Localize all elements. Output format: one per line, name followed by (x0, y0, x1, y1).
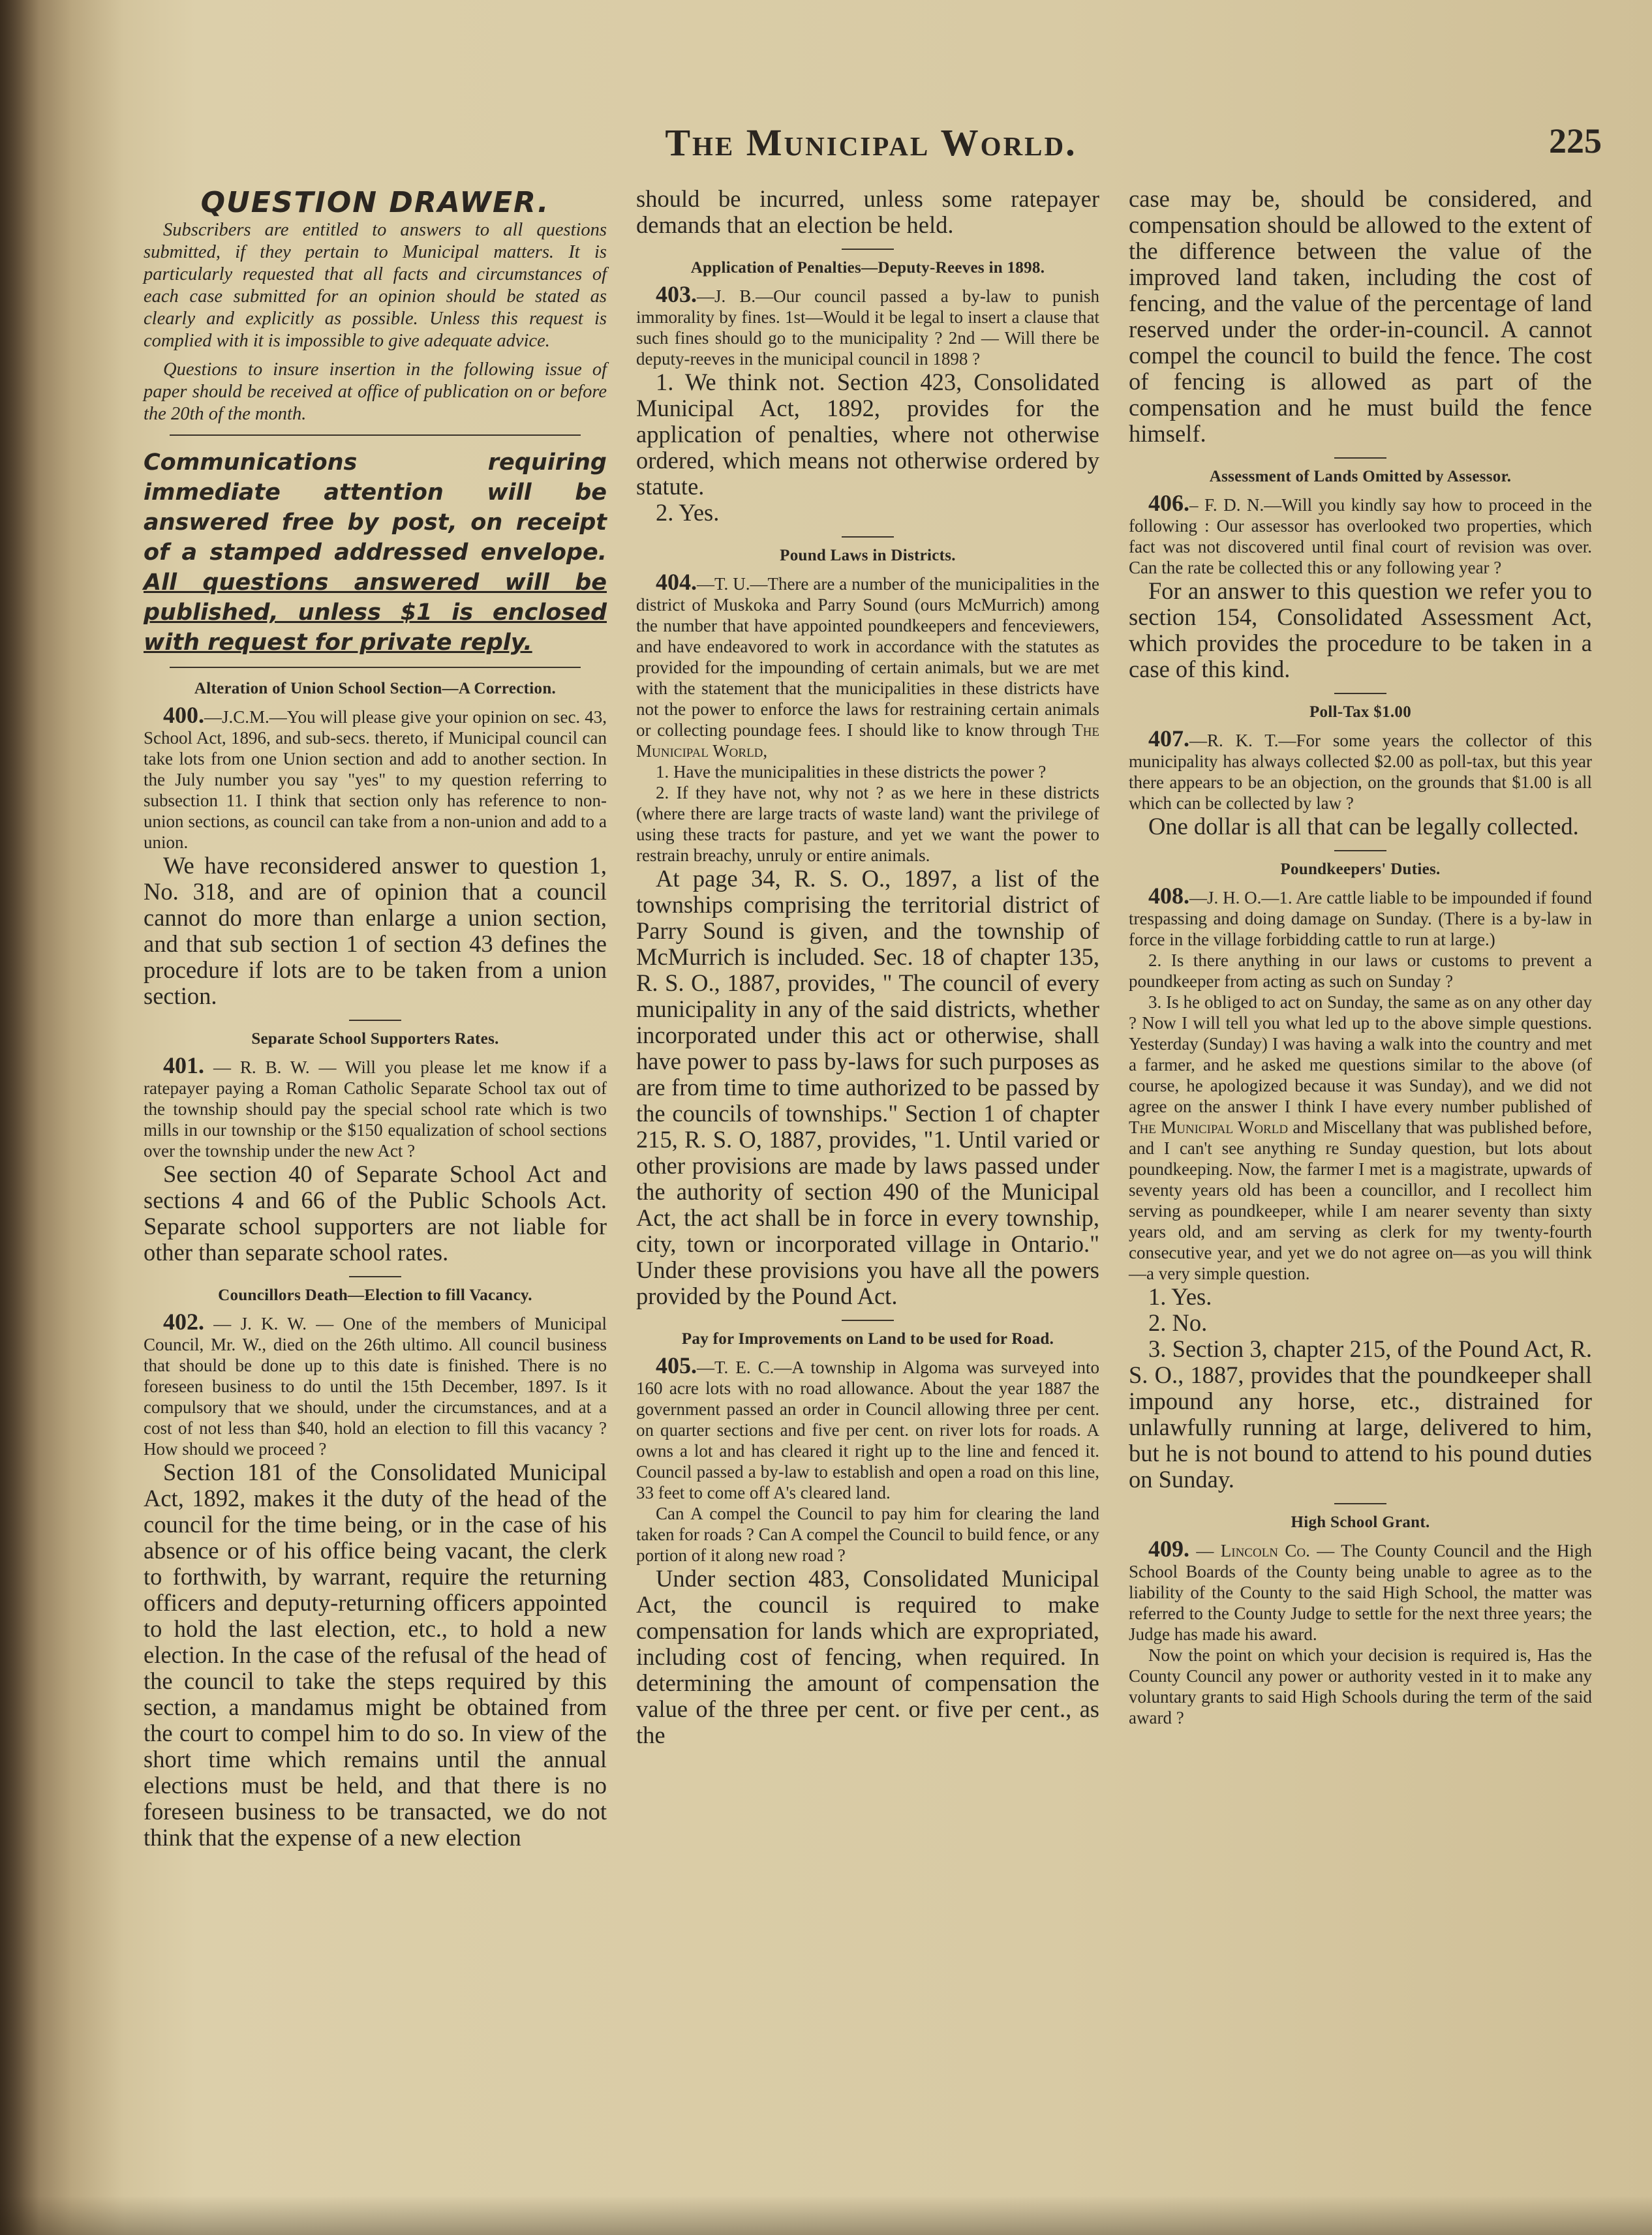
question-heading-401: Separate School Supporters Rates. (251, 1030, 499, 1048)
question-number: 405. (656, 1352, 697, 1378)
deadline-notice: Questions to insure insertion in the following issue of paper should be received at office of publication on or before the 20th of the month. (144, 359, 607, 424)
answer-402-continued: should be incurred, unless some ratepayer demands that an election be held. (636, 185, 1099, 238)
column-3 (1129, 186, 1592, 1728)
question-406 (1129, 490, 1592, 578)
question-text: 3. Is he obliged to act on Sunday, the same as on any other day ? Now I will tell you what led up to the above simple questions. Yesterday (Sunday) I was having a walk into the country and met a farmer, and he asked me questions similar to the above (of course, he apologized because it was Sunday), and we did not agree on the answer I think I have every number published of (1129, 992, 1592, 1116)
question-text: — R. B. W. — Will you please let me know if a ratepayer paying a Roman Catholic Separate School tax out of the township should pay the special school rate which is two mills in our township or the $150 equalization of school sections over the township under the new Act ? (144, 1057, 607, 1161)
question-text: — The County Council and the High School Boards of the County being unable to agree as to the liability of the County to the said High School, the matter was referred to the County Judge to settle for the next three years; the Judge has made his award. (1129, 1541, 1593, 1644)
publication-title: The Municipal World. (665, 121, 1077, 164)
divider (842, 536, 894, 538)
question-408 (1129, 885, 1592, 950)
question-405-part-2: Can A compel the Council to pay him for clearing the land taken for roads ? Can A compel the Council to build fence, or any portion of it along new road ? (636, 1504, 1099, 1565)
answer-402: Section 181 of the Consolidated Municipal Act, 1892, makes it the duty of the head of the council for the time being, or in the case of his absence or of his office being vacant, the clerk to forthwith, by warrant, require the returning officers and deputy-returning officers appointed to hold the last election, etc., to hold a new election. In the case of the refusal of the head of the council to take the steps required by this section, a mandamus might be obtained from the court to compel him to do so. In view of the short time which remains until the annual elections must be held, and that there is no foreseen business to be transacted, we do not think that the expense of a new election (144, 1459, 607, 1851)
question-408-part-3 (1129, 992, 1592, 1284)
publication-name: The Municipal World, (636, 720, 1099, 761)
answer-401: See section 40 of Separate School Act and sections 4 and 66 of the Public Schools Act. Separate school supporters are not liable for other than separate school rates. (144, 1161, 607, 1266)
question-408-part-2: 2. Is there anything in our laws or customs to prevent a poundkeeper from acting as such on Sunday ? (1129, 950, 1592, 991)
answer-405: Under section 483, Consolidated Municipal Act, the council is required to make compensation for lands which are expropriated, including cost of fencing, when required. In determining the amount of compensation the value of the three per cent. or five per cent., as the (636, 1565, 1099, 1748)
question-heading-405: Pay for Improvements on Land to be used for Road. (681, 1330, 1054, 1348)
question-text: —T. E. C.—A township in Algoma was surveyed into 160 acre lots with no road allowance. About the year 1887 the government passed an order in Council allowing three per cent. on quarter sections and five per cent. on river lots for roads. A owns a lot and has cleared it right up to the line and fenced it. Council passed a by-law to establish and open a road on this line, 33 feet to come off A's cleared land. (636, 1358, 1099, 1502)
question-heading-400: Alteration of Union School Section—A Correction. (194, 680, 557, 697)
question-number: 408. (1148, 883, 1189, 909)
answer-403-part-2: 2. Yes. (656, 499, 720, 526)
column-1 (144, 186, 607, 1851)
divider (842, 1320, 894, 1321)
question-number: 402. (163, 1309, 204, 1335)
question-401 (144, 1052, 607, 1161)
running-header (140, 121, 1602, 166)
question-407 (1129, 725, 1592, 813)
publication-name: The Municipal World (1129, 1118, 1289, 1137)
divider (1334, 693, 1386, 694)
answer-408-part-3: 3. Section 3, chapter 215, of the Pound Act, R. S. O., 1887, provides that the poundkeeper shall impound any horse, etc., distrained for unlawfully running at large, delivered to him, but he is not bound to attend to his pound duties on Sunday. (1129, 1335, 1592, 1493)
answer-406: For an answer to this question we refer you to section 154, Consolidated Assessment Act, which provides the procedure to be taken in a case of this kind. (1129, 577, 1592, 682)
divider (1334, 457, 1386, 459)
binding-gutter (0, 0, 39, 2235)
question-number: 407. (1148, 725, 1189, 752)
question-404-part-1: 1. Have the municipalities in these districts the power ? (656, 762, 1047, 782)
question-409: 409. — Lincoln Co. — The County Council and the High School Boards of the County being unable to agree as to the liability of the County to the said High School, the matter was referred to the County Judge to settle for the next three years; the Judge has made his award. (1129, 1536, 1593, 1644)
answer-407: One dollar is all that can be legally collected. (1148, 813, 1579, 840)
question-404-part-2: 2. If they have not, why not ? as we here in these districts (where there are large tracts of waste land) want the privilege of using these tracts for pasture, and yet we want the power to restrain breachy, unruly or entire animals. (636, 783, 1099, 865)
answer-408-part-2: 2. No. (1148, 1309, 1208, 1336)
question-number: 403. (656, 281, 697, 307)
question-author: Lincoln Co. (1220, 1541, 1310, 1560)
answer-404: At page 34, R. S. O., 1897, a list of the townships comprising the territorial district of Parry Sound is given, and the township of McMurrich is included. Sec. 18 of chapter 135, R. S. O., 1887, provides, " The council of every municipality in any of the said districts, whether incorporated under this act or otherwise, shall have power to pass by-laws for such purposes as are from time to time authorized to be passed by the councils of townships." Section 1 of chapter 215, R. S. O, 1887, provides, "1. Until varied or other provisions are made by laws passed under the authority of section 490 of the Municipal Act, the act shall be in force in every township, city, town or incorporated village in Ontario." Under these provisions you have all the powers provided by the Pound Act. (636, 865, 1099, 1309)
page-number: 225 (1549, 121, 1602, 160)
divider (842, 249, 894, 250)
notice-underlined-text: All questions answered will be published, unless $1 is enclosed with request for private reply. (144, 570, 607, 656)
page-edge-shadow (0, 2196, 1652, 2235)
question-heading-409: High School Grant. (1291, 1513, 1430, 1531)
question-number: 400. (163, 702, 204, 728)
question-text: — J. K. W. — One of the members of Municipal Council, Mr. W., died on the 26th ultimo. All council business that should be done up to this date is finished. There is no foreseen business to do until the 15th December, 1897. Is it compulsory that we should, under the circumstances, and at a cost of not less than $40, hold an election to fill this vacancy ? How should we proceed ? (144, 1314, 607, 1459)
divider (349, 1276, 401, 1277)
answer-403-part-1: 1. We think not. Section 423, Consolidated Municipal Act, 1892, provides for the application of penalties, where not otherwise ordered, which means not otherwise ordered by statute. (636, 369, 1099, 500)
question-heading-403: Application of Penalties—Deputy-Reeves in 1898. (690, 259, 1045, 277)
question-heading-407: Poll-Tax $1.00 (1309, 703, 1412, 721)
question-400 (144, 702, 607, 853)
answer-400: We have reconsidered answer to question 1, No. 318, and are of opinion that a council cannot do more than enlarge a union section, and that sub section 1 of section 43 defines the procedure if lots are to be taken from a union section. (144, 852, 607, 1009)
column-2 (636, 186, 1099, 1748)
communications-notice (144, 448, 607, 658)
question-number: 409. (1148, 1536, 1189, 1562)
question-409-part-2: Now the point on which your decision is required is, Has the County Council any power or authority vested in it to make any voluntary grants to said High Schools during the term of the said award ? (1129, 1645, 1592, 1727)
question-heading-402: Councillors Death—Election to fill Vacancy. (218, 1286, 532, 1304)
notice-text: Communications requiring immediate attention will be answered free by post, on receipt of a stamped addressed envelope. (144, 449, 607, 566)
question-403 (636, 281, 1099, 369)
question-number: 406. (1148, 490, 1189, 516)
subscriber-notice: Subscribers are entitled to answers to all questions submitted, if they pertain to Municipal matters. It is particularly requested that all facts and circumstances of each case submitted for an opinion should be stated as clearly and explicitly as possible. Unless this request is complied with it is impossible to give adequate advice. (144, 220, 607, 351)
divider (1334, 850, 1386, 851)
divider (170, 667, 581, 668)
answer-408-part-1: 1. Yes. (1148, 1283, 1212, 1310)
divider (170, 434, 581, 436)
question-number: 404. (656, 569, 697, 595)
question-text: and Miscellany that was published before, and I can't see anything re Sunday question, but lots about poundkeeping. Now, the farmer I met is a magistrate, upwards of seventy years old has been a councillor, and I recollect him serving as poundkeeper, while I am nearer seventy than sixty years old, and am serving as clerk for my twenty-fourth consecutive year, and yet we do not agree on—as you will think —a very simple question. (1129, 1118, 1592, 1283)
question-text: —J. B.—Our council passed a by-law to punish immorality by fines. 1st—Would it be legal to insert a clause that such fines should go to the municipality ? 2nd — Will there be deputy-reeves in the municipal council in 1898 ? (636, 286, 1099, 369)
question-text: —R. K. T.—For some years the collector of this municipality has always collected $2.00 as poll-tax, but this year there appears to be an objection, on the grounds that $1.00 is all which can be collected by law ? (1129, 731, 1592, 813)
divider (349, 1020, 401, 1021)
question-404 (636, 571, 1099, 761)
question-text: —T. U.—There are a number of the municipalities in the district of Muskoka and Parry Sound (ours McMurrich) among the number that have appointed poundkeepers and fenceviewers, and have endeavored to work in accordance with the statutes as provided for the impounding of certain animals, but we are met with the statement that the municipalities in these districts have not the power to enforce the laws for restraining certain animals or collecting poundage fees. I should like to know through (636, 574, 1099, 740)
question-number: 401. (163, 1052, 204, 1078)
question-405 (636, 1352, 1099, 1503)
question-text: —J. H. O.—1. Are cattle liable to be impounded if found trespassing and doing damage on Sunday. (There is a by-law in force in the village forbidding cattle to run at large.) (1129, 888, 1592, 949)
answer-405-continued: case may be, should be considered, and compensation should be allowed to the extent of the difference between the value of the improved land taken, including the cost of fencing, and the value of the percentage of land reserved under the order-in-council. A cannot compel the council to build the fence. The cost of fencing is allowed as part of the compensation and he must build the fence himself. (1129, 185, 1592, 447)
question-heading-404: Pound Laws in Districts. (780, 547, 956, 564)
question-heading-408: Poundkeepers' Duties. (1280, 860, 1441, 878)
divider (1334, 1503, 1386, 1504)
question-text: – F. D. N.—Will you kindly say how to proceed in the following : Our assessor has overlooked two properties, which fact was not discovered until final court of revision was over. Can the rate be collected this or any following year ? (1129, 495, 1592, 577)
department-title: QUESTION DRAWER. (200, 186, 550, 219)
question-402 (144, 1311, 607, 1459)
question-text: —J.C.M.—You will please give your opinion on sec. 43, School Act, 1896, and sub-secs. thereto, if Municipal council can take lots from one Union section and add to another section. In the July number you say "yes" to my question referring to subsection 11. I think that section only has reference to non-union sections, as council can take from a non-union and add to a union. (144, 707, 607, 852)
question-heading-406: Assessment of Lands Omitted by Assessor. (1209, 468, 1512, 485)
